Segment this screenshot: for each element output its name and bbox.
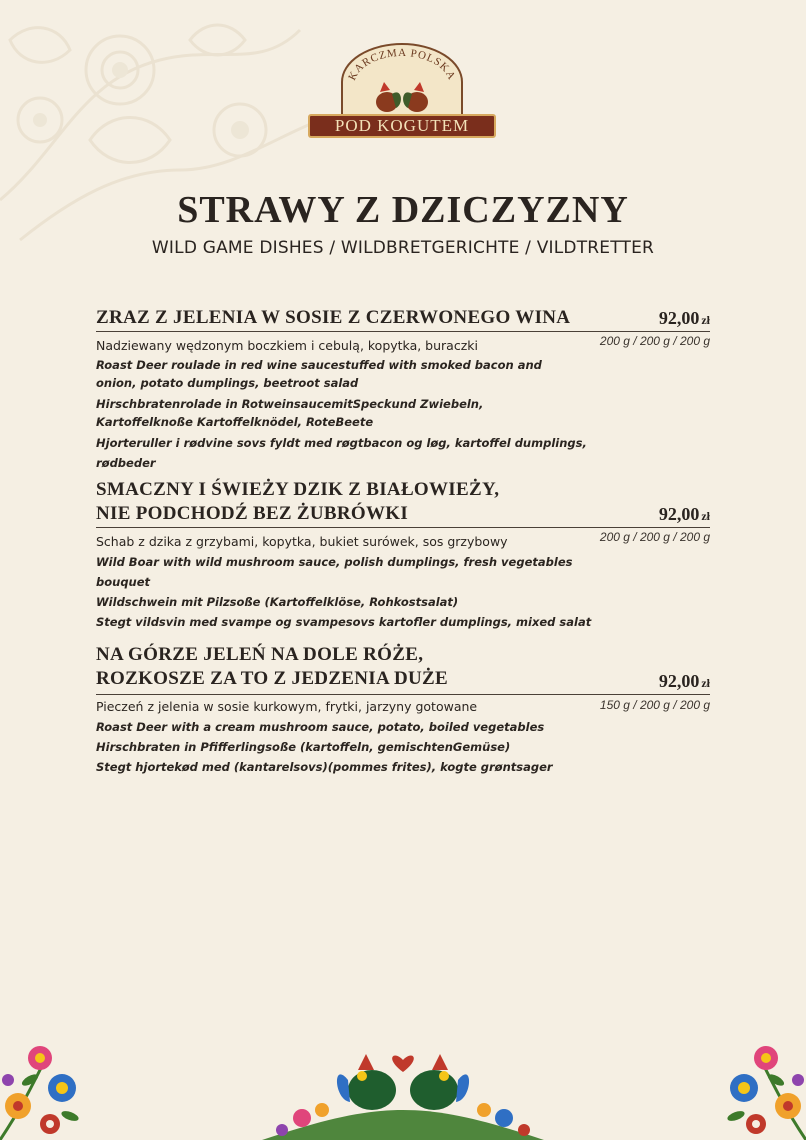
- desc-pl: Nadziewany wędzonym boczkiem i cebulą, kopytka, buraczki: [96, 338, 478, 353]
- desc-dk: Stegt hjortekød med (kantarelsovs)(pommes frites), kogte grøntsager: [96, 760, 553, 774]
- dish-description: [96, 532, 596, 632]
- desc-dk: Hjorteruller i rødvine sovs fyldt med røgtbacon og løg, kartoffel dumplings, rødbeder: [96, 436, 587, 470]
- dish-name: [96, 306, 616, 330]
- dish-name-line: NA GÓRZE JELEŃ NA DOLE RÓŻE,: [96, 644, 424, 665]
- page-subtitle: WILD GAME DISHES / WILDBRETGERICHTE / VILDTRETTER: [151, 238, 655, 258]
- menu-item: [96, 478, 710, 629]
- dish-name-line: ROZKOSZE ZA TO Z JEDZENIA DUŻE: [96, 668, 448, 689]
- price-currency: zł: [701, 313, 710, 327]
- dish-weight: 200 g / 200 g / 200 g: [599, 530, 710, 544]
- dish-weight: 150 g / 200 g / 200 g: [599, 698, 710, 712]
- desc-en: Roast Deer roulade in red wine saucestuffed with smoked bacon and onion, potato dumplings, beetroot salad: [96, 358, 542, 390]
- dish-description: [96, 336, 596, 473]
- folk-flowers-icon: [716, 1020, 806, 1140]
- dish-price: [659, 671, 710, 692]
- desc-de: Hirschbratenrolade in RotweinsaucemitSpeckund Zwiebeln, Kartoffelknoße Kartoffelknödel, RoteBeete: [96, 397, 484, 429]
- page-title: STRAWY Z DZICZYZNY: [177, 189, 629, 231]
- menu-item: [96, 306, 710, 470]
- menu-item: [96, 643, 710, 783]
- desc-de: Hirschbraten in Pfifferlingsoße (kartoffeln, gemischtenGemüse): [96, 740, 511, 754]
- dish-weight: 200 g / 200 g / 200 g: [599, 334, 710, 348]
- folk-flowers-icon: [0, 1020, 90, 1140]
- divider: [96, 694, 710, 695]
- logo-arch-text: KARCZMA POLSKA: [346, 46, 458, 83]
- desc-pl: Pieczeń z jelenia w sosie kurkowym, frytki, jarzyny gotowane: [96, 699, 478, 714]
- dish-name: [96, 643, 616, 691]
- desc-en: Wild Boar with wild mushroom sauce, polish dumplings, fresh vegetables bouquet: [96, 555, 573, 589]
- price-currency: zł: [701, 509, 710, 523]
- dish-price: [659, 308, 710, 329]
- divider: [96, 527, 710, 528]
- dish-name-line: NIE PODCHODŹ BEZ ŻUBRÓWKI: [96, 503, 409, 524]
- dish-name-line: SMACZNY I ŚWIEŻY DZIK Z BIAŁOWIEŻY,: [96, 479, 500, 500]
- desc-pl: Schab z dzika z grzybami, kopytka, bukiet surówek, sos grzybowy: [96, 534, 508, 549]
- desc-de: Wildschwein mit Pilzsoße (Kartoffelklöse, Rohkostsalat): [96, 595, 459, 609]
- restaurant-logo: [300, 40, 504, 140]
- dish-price: [659, 504, 710, 525]
- logo-arch: [332, 42, 472, 122]
- dish-name-line: ZRAZ Z JELENIA W SOSIE Z CZERWONEGO WINA: [96, 307, 571, 328]
- desc-en: Roast Deer with a cream mushroom sauce, potato, boiled vegetables: [96, 720, 545, 734]
- dish-name: [96, 478, 616, 526]
- desc-dk: Stegt vildsvin med svampe og svampesovs kartofler dumplings, mixed salat: [96, 615, 592, 629]
- folk-roosters-icon: [262, 1040, 544, 1140]
- dish-description: [96, 697, 596, 777]
- divider: [96, 331, 710, 332]
- logo-banner: POD KOGUTEM: [308, 114, 496, 138]
- price-value: 92,00: [658, 308, 700, 328]
- price-currency: zł: [701, 676, 710, 690]
- price-value: 92,00: [658, 671, 700, 691]
- price-value: 92,00: [658, 504, 700, 524]
